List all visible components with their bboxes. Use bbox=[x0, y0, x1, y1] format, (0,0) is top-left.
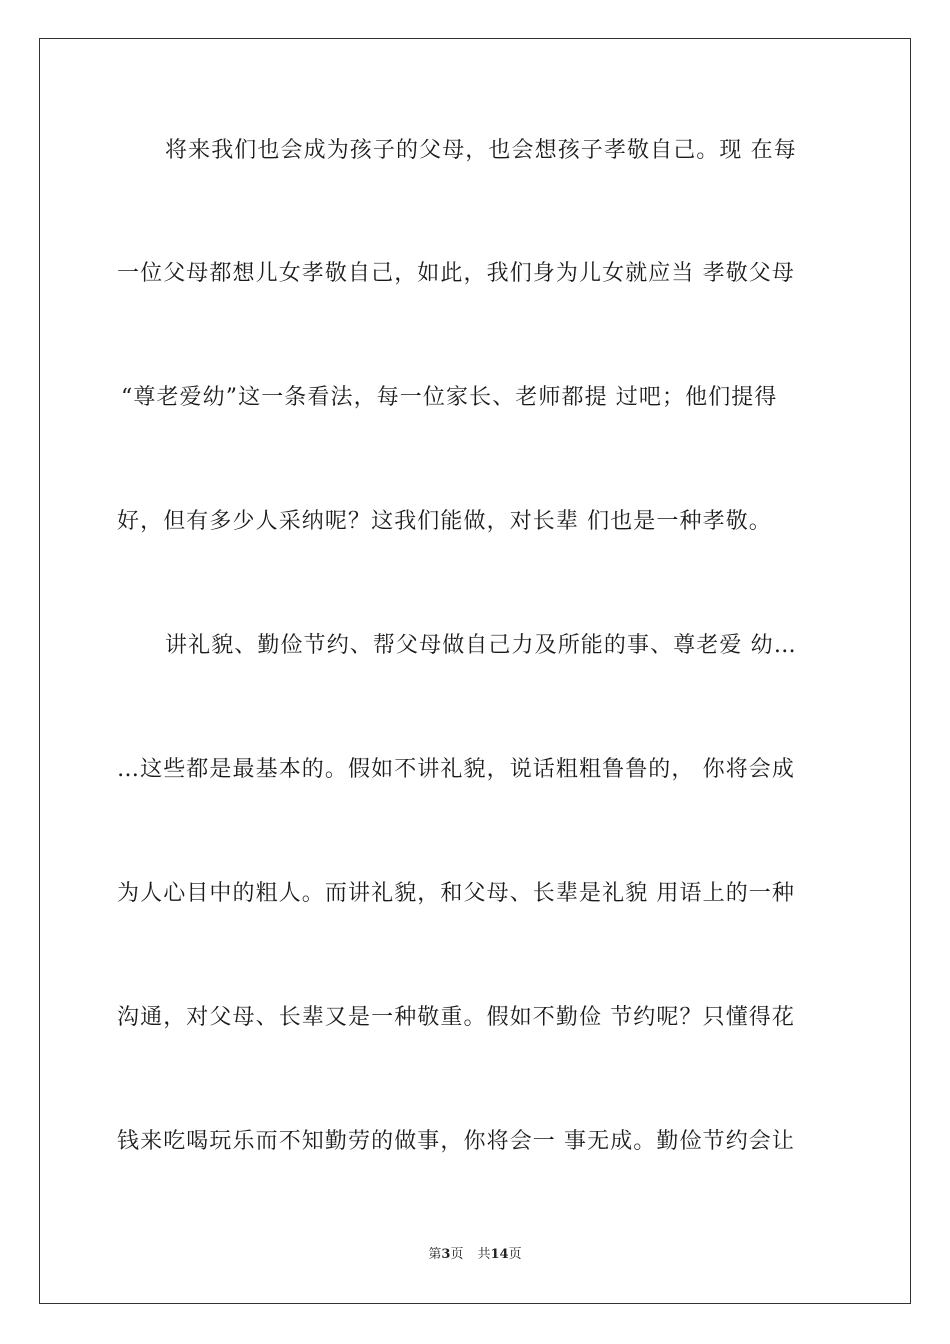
paragraph-line-2: 一位父母都想儿女孝敬自己，如此，我们身为儿女就应当 孝敬父母 bbox=[117, 261, 795, 286]
page-footer bbox=[0, 1246, 950, 1264]
paragraph-line-4: 好，但有多少人采纳呢？这我们能做，对长辈 们也是一种孝敬。 bbox=[117, 509, 772, 534]
paragraph-line-8: 沟通，对父母、长辈又是一种敬重。假如不勤俭 节约呢？只懂得花 bbox=[117, 1005, 795, 1030]
total-prefix: 共 bbox=[477, 1247, 491, 1262]
paragraph-line-1: 将来我们也会成为孩子的父母，也会想孩子孝敬自己。现 在每 bbox=[165, 138, 797, 163]
page-prefix: 第 bbox=[428, 1247, 442, 1262]
page-suffix: 页 bbox=[450, 1247, 464, 1262]
page-border bbox=[39, 38, 911, 1304]
total-suffix: 页 bbox=[508, 1247, 522, 1262]
paragraph-line-7: 为人心目中的粗人。而讲礼貌，和父母、长辈是礼貌 用语上的一种 bbox=[117, 881, 795, 906]
page-total-number: 14 bbox=[490, 1247, 509, 1262]
paragraph-line-5: 讲礼貌、勤俭节约、帮父母做自己力及所能的事、尊老爱 幼… bbox=[165, 633, 797, 658]
page-current-number: 3 bbox=[441, 1247, 451, 1262]
paragraph-line-6: …这些都是最基本的。假如不讲礼貌，说话粗粗鲁鲁的， 你将会成 bbox=[117, 757, 795, 782]
paragraph-line-9: 钱来吃喝玩乐而不知勤劳的做事，你将会一 事无成。勤俭节约会让 bbox=[117, 1129, 795, 1154]
paragraph-line-3: “尊老爱幼”这一条看法，每一位家长、老师都提 过吧；他们提得 bbox=[121, 385, 778, 410]
